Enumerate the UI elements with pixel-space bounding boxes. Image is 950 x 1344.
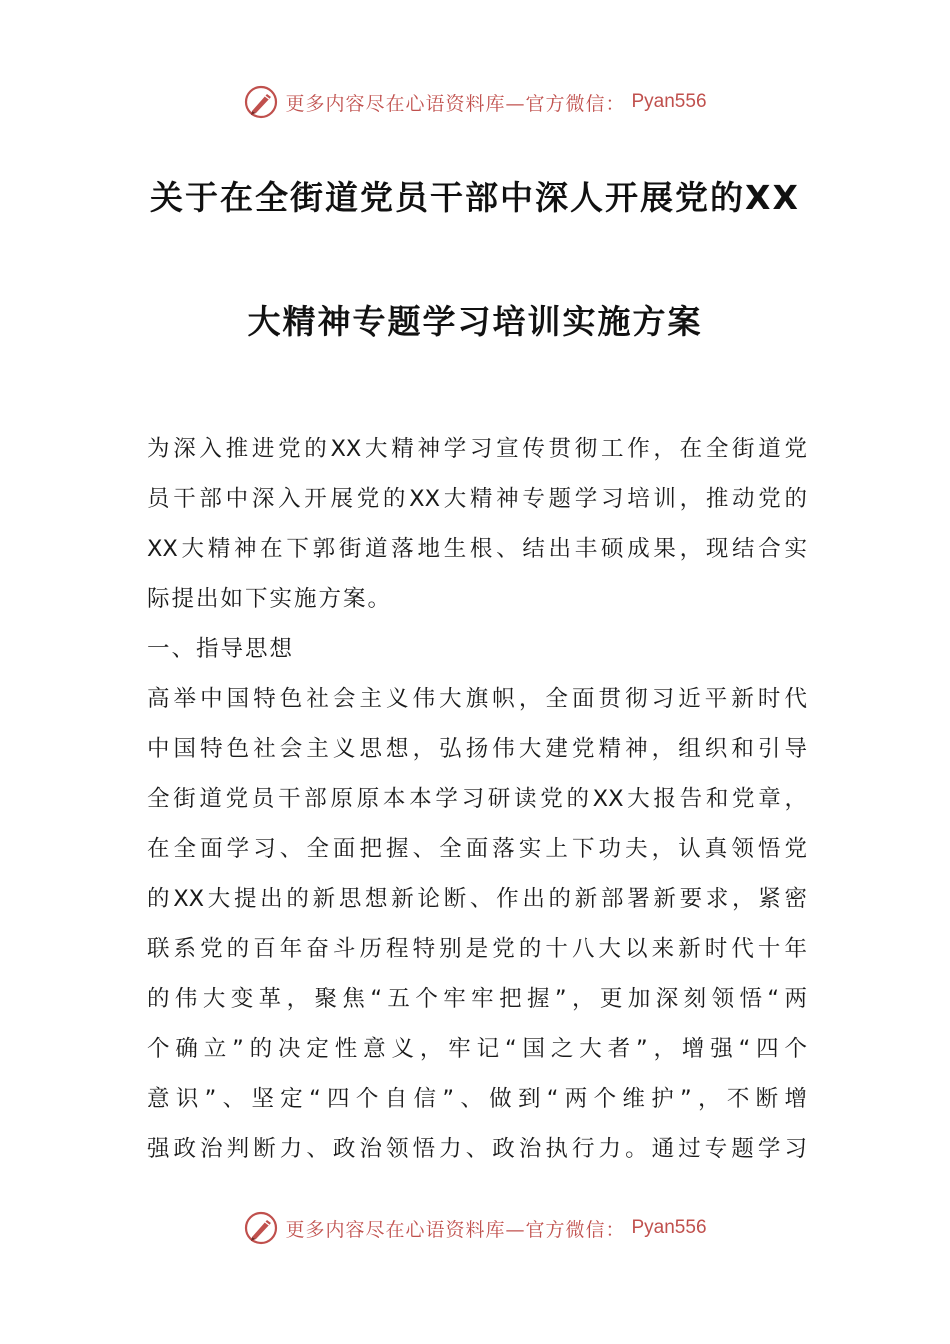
body-line-6: 高举中国特色社会主义伟大旗帜，全面贯彻习近平新时代 [147, 686, 807, 712]
header-watermark [0, 82, 950, 122]
watermark-wechat-id: Pyan556 [631, 1217, 707, 1238]
body-line-3: XX大精神在下郭街道落地生根、结出丰硕成果，现结合实 [147, 536, 807, 562]
footer-watermark [0, 1208, 950, 1248]
watermark-text: 更多内容尽在心语资料库—官方微信： [285, 1218, 626, 1241]
body-line-1: 为深入推进党的XX大精神学习宣传贯彻工作，在全街道党 [147, 436, 807, 462]
body-line-12: 的伟大变革，聚焦“五个牢牢把握”，更加深刻领悟“两 [147, 986, 807, 1012]
watermark-text: 更多内容尽在心语资料库—官方微信： [285, 92, 626, 115]
pen-logo-icon [243, 84, 279, 120]
body-line-7: 中国特色社会主义思想，弘扬伟大建党精神，组织和引导 [147, 736, 807, 762]
pen-logo-icon [243, 1210, 279, 1246]
body-line-10: 的XX大提出的新思想新论断、作出的新部署新要求，紧密 [147, 886, 807, 912]
body-line-9: 在全面学习、全面把握、全面落实上下功夫，认真领悟党 [147, 836, 807, 862]
body-line-4: 际提出如下实施方案。 [147, 586, 393, 612]
body-line-14: 意识”、坚定“四个自信”、做到“两个维护”，不断增 [147, 1086, 807, 1112]
body-line-8: 全街道党员干部原原本本学习研读党的XX大报告和党章， [147, 786, 807, 812]
watermark-wechat-id: Pyan556 [631, 91, 707, 112]
document-title-line-2: 大精神专题学习培训实施方案 [247, 302, 703, 341]
body-line-15: 强政治判断力、政治领悟力、政治执行力。通过专题学习 [147, 1136, 807, 1162]
document-body [147, 424, 807, 1174]
body-line-11: 联系党的百年奋斗历程特别是党的十八大以来新时代十年 [147, 936, 807, 962]
document-title-line-1: 关于在全街道党员干部中深人开展党的XX [150, 178, 800, 217]
body-line-2: 员干部中深入开展党的XX大精神专题学习培训，推动党的 [147, 486, 807, 512]
section-heading-guiding-ideology: 一、指导思想 [147, 636, 295, 662]
body-line-13: 个确立”的决定性意义，牢记“国之大者”，增强“四个 [147, 1036, 807, 1062]
